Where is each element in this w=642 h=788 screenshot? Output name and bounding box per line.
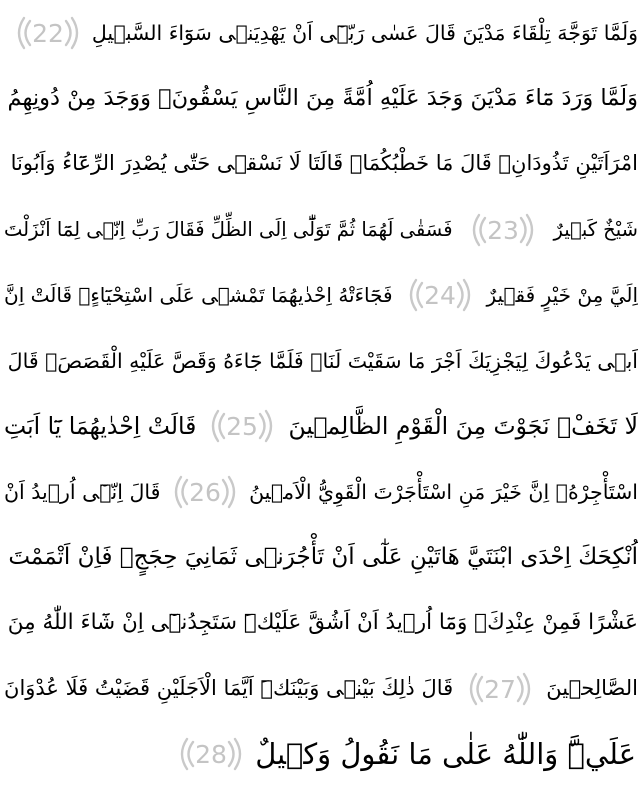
ayah-number: 25 bbox=[226, 412, 259, 442]
verse-text: فَسَقٰى لَهُمَا ثُمَّ تَوَلّٰٓى اِلَى الظِّلِّ فَقَالَ رَبِّ اِنّ۪ى لِمَٓا اَنْزَلْتَ bbox=[4, 217, 453, 241]
verse-text: عَشْرًا فَمِنْ عِنْدِكَۚ وَمَٓا اُر۪يدُ اَنْ اَشُقَّ عَلَيْكَۜ سَتَجِدُن۪ٓى اِنْ شَٓاءَ اللّٰهُ مِنَ bbox=[7, 610, 638, 636]
ayah-bracket-icon bbox=[167, 472, 243, 512]
verse-text: عَلَيَّۜ وَاللّٰهُ عَلٰى مَا نَقُولُ وَك۪يلٌ bbox=[255, 736, 636, 771]
verse-text: وَلَمَّا تَوَجَّهَ تِلْقَاءَ مَدْيَنَ قَالَ عَسٰى رَبّ۪ٓى اَنْ يَهْدِيَن۪ى سَوَٓاءَ السَّب۪يلِ bbox=[91, 20, 638, 45]
verse-text: قَالَ اِنّ۪ٓى اُر۪يدُ اَنْ bbox=[4, 479, 161, 504]
verse-line bbox=[4, 328, 638, 394]
verse-line bbox=[4, 459, 638, 525]
verse-text: لَا تَخَفْ۠ نَجَوْتَ مِنَ الْقَوْمِ الظَّالِم۪ينَ bbox=[288, 411, 638, 440]
ayah-number-marker bbox=[167, 472, 243, 512]
verse-line bbox=[4, 66, 638, 132]
ayah-number-marker bbox=[402, 275, 478, 315]
ayah-number-marker bbox=[10, 13, 86, 53]
ayah-number: 27 bbox=[483, 674, 516, 704]
ayah-number-marker bbox=[465, 210, 541, 250]
ayah-bracket-icon bbox=[465, 210, 541, 250]
ayah-number: 26 bbox=[188, 477, 221, 507]
verse-text: الصَّالِح۪ينَ bbox=[546, 676, 638, 701]
verse-line bbox=[4, 197, 638, 263]
verse-text: وَلَمَّا وَرَدَ مَٓاءَ مَدْيَنَ وَجَدَ عَلَيْهِ اُمَّةً مِنَ النَّاسِ يَسْقُونَۘ وَوَجَدَ مِنْ دُونِهِمُ bbox=[7, 85, 638, 112]
ayah-number-marker bbox=[462, 669, 538, 709]
verse-line bbox=[4, 131, 638, 197]
verse-line bbox=[4, 656, 638, 722]
ayah-number: 22 bbox=[31, 18, 64, 48]
ayah-number-marker bbox=[204, 406, 280, 446]
ayah-number: 24 bbox=[423, 281, 456, 311]
verse-line bbox=[4, 590, 638, 656]
ayah-number: 28 bbox=[195, 740, 228, 770]
ayah-bracket-icon bbox=[10, 13, 86, 53]
ayah-bracket-icon bbox=[173, 734, 249, 774]
verse-text: اِلَيَّ مِنْ خَيْرٍ فَق۪يرٌ bbox=[486, 283, 638, 308]
verse-line bbox=[4, 0, 638, 66]
ayah-bracket-icon bbox=[402, 275, 478, 315]
ayah-number: 23 bbox=[487, 215, 519, 245]
verse-text: شَيْخٌ كَب۪يرٌ bbox=[553, 217, 638, 241]
ayah-bracket-icon bbox=[462, 669, 538, 709]
verse-line bbox=[4, 262, 638, 328]
verse-text: اَب۪ى يَدْعُوكَ لِيَجْزِيَكَ اَجْرَ مَا سَقَيْتَ لَنَاۜ فَلَمَّا جَٓاءَهُ وَقَصَّ عَلَيْهِ الْقَصَصَۙ قَالَ bbox=[7, 348, 638, 373]
verse-line bbox=[4, 525, 638, 591]
verse-text: قَالَ ذٰلِكَ بَيْن۪ى وَبَيْنَكَۜ اَيَّمَا الْاَجَلَيْنِ قَضَيْتُ فَلَا عُدْوَانَ bbox=[4, 676, 454, 701]
verse-line bbox=[4, 394, 638, 460]
ayah-bracket-icon bbox=[204, 406, 280, 446]
ayah-number-marker bbox=[173, 734, 249, 774]
verse-text: امْرَاَتَيْنِ تَذُودَانِۚ قَالَ مَا خَطْبُكُمَاۜ قَالَتَا لَا نَسْق۪ى حَتّٰى يُصْدِرَ الرِّعَٓاءُ وَاَبُونَا bbox=[10, 151, 638, 176]
verse-text: فَجَٓاءَتْهُ اِحْدٰيهُمَا تَمْش۪ى عَلَى اسْتِحْيَٓاءٍۘ قَالَتْ اِنَّ bbox=[4, 283, 393, 308]
verse-text: اسْتَأْجِرْهُۘ اِنَّ خَيْرَ مَنِ اسْتَأْجَرْتَ الْقَوِيُّ الْاَم۪ينُ bbox=[249, 479, 638, 504]
verse-text: قَالَتْ اِحْدٰيهُمَا يَٓا اَبَتِ bbox=[4, 411, 197, 440]
verse-text: اُنْكِحَكَ اِحْدَى ابْنَتَيَّ هَاتَيْنِ عَلٰٓى اَنْ تَأْجُرَن۪ى ثَمَانِيَ حِجَجٍۚ فَاِنْ اَتْمَمْتَ bbox=[8, 544, 638, 571]
verse-line bbox=[4, 722, 638, 788]
